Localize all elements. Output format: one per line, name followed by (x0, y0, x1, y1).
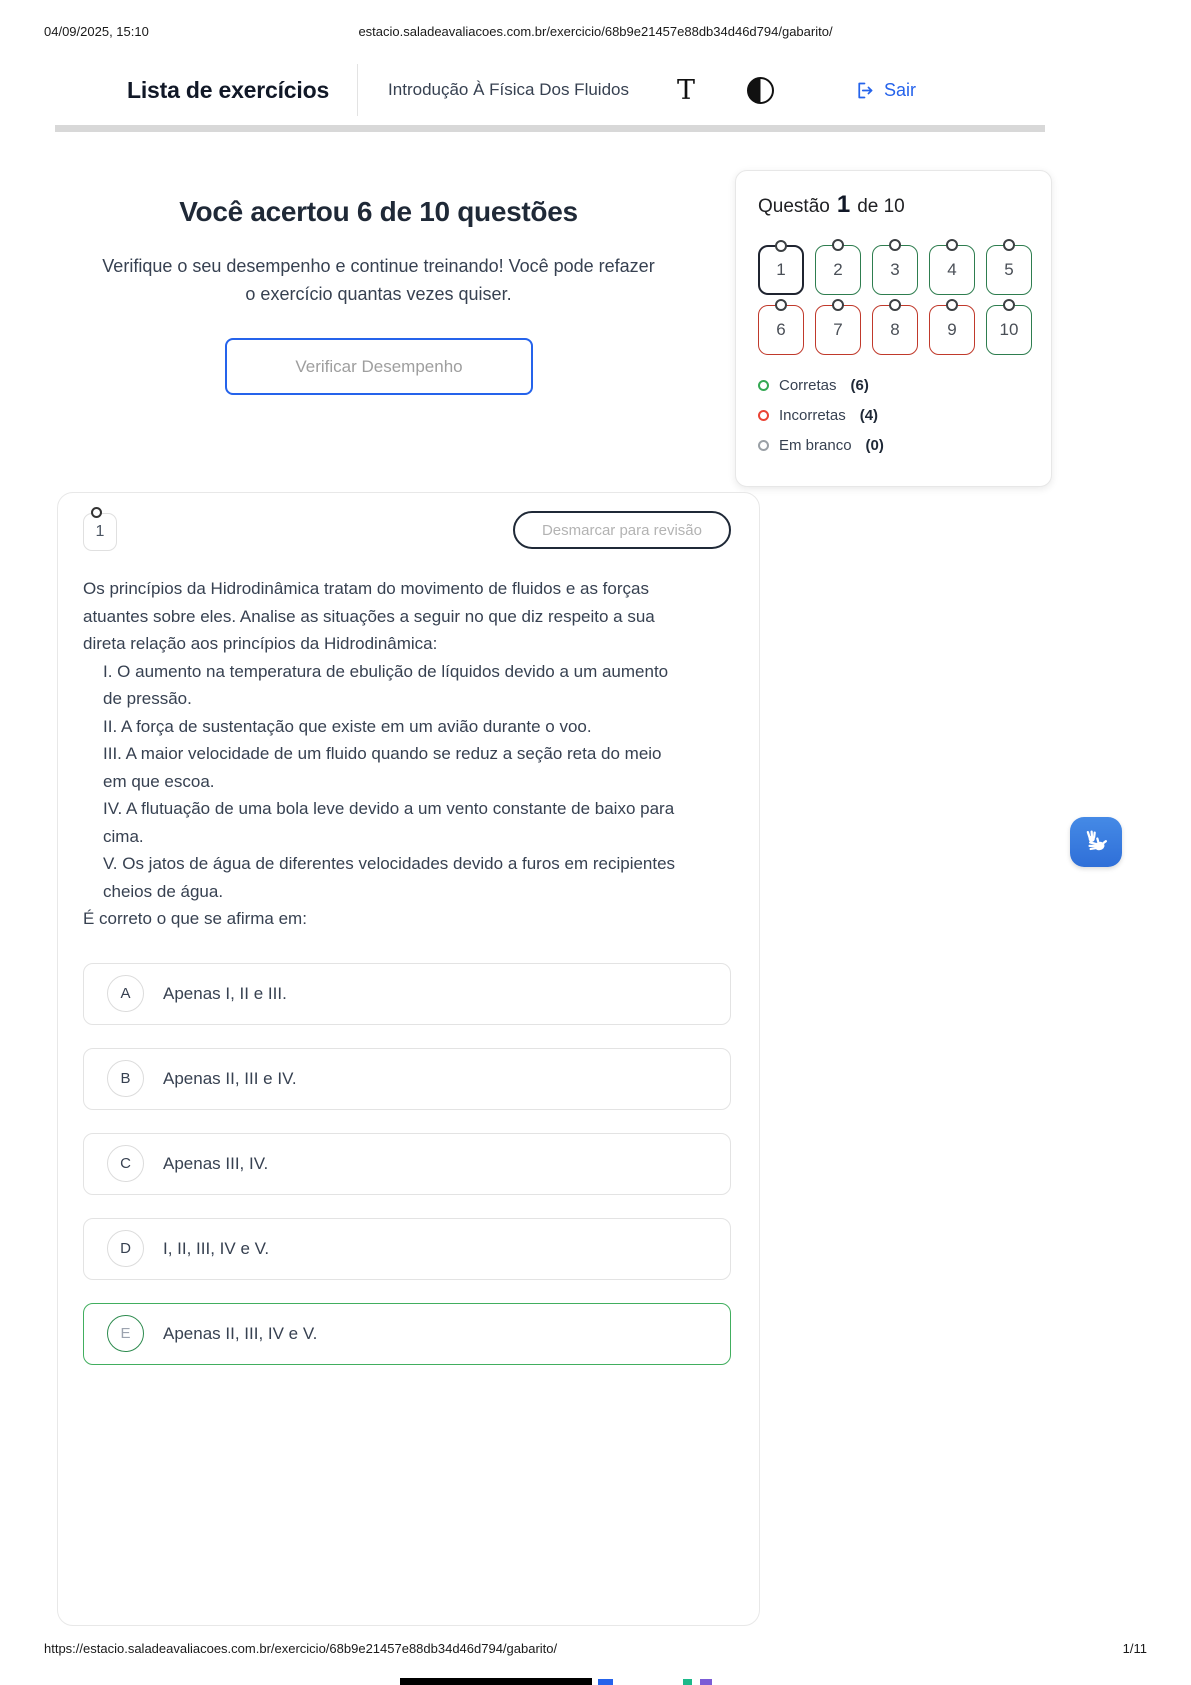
pin-icon (889, 239, 901, 251)
pin-icon (946, 239, 958, 251)
option-a[interactable] (83, 963, 731, 1025)
question-item-2: II. A força de sustentação que existe em um avião durante o voo. (103, 716, 592, 736)
cutoff-speck (683, 1679, 692, 1685)
question-nav-button-7[interactable]: 7 (815, 305, 861, 355)
logout-label: Sair (884, 79, 917, 100)
correct-dot-icon (758, 380, 769, 391)
cutoff-speck (598, 1679, 613, 1685)
question-card (57, 492, 760, 1626)
question-nav-button-8[interactable]: 8 (872, 305, 918, 355)
contrast-toggle-icon[interactable] (747, 77, 774, 104)
question-item-3: III. A maior velocidade de um fluido quando se reduz a seção reta do meio em que escoa. (103, 744, 662, 791)
option-c-letter: C (107, 1145, 144, 1182)
header-divider (357, 64, 358, 116)
option-a-letter: A (107, 975, 144, 1012)
option-d-text: I, II, III, IV e V. (163, 1238, 270, 1258)
option-b[interactable] (83, 1048, 731, 1110)
review-toggle-button[interactable]: Desmarcar para revisão (513, 511, 731, 549)
header-bottom-bar (55, 125, 1045, 132)
legend-blank: Em branco (0) (758, 437, 1031, 454)
footer-page-number: 1/11 (1122, 1641, 1147, 1656)
question-item-1: I. O aumento na temperatura de ebulição de líquidos devido a um aumento de pressão. (103, 661, 669, 709)
legend-incorrect: Incorretas (4) (758, 407, 1031, 424)
incorrect-dot-icon (758, 410, 769, 421)
question-number-badge: 1 (83, 513, 117, 551)
pin-icon (889, 299, 901, 311)
option-a-text: Apenas I, II e III. (163, 983, 287, 1003)
page-title: Lista de exercícios (127, 76, 330, 103)
hands-icon (1080, 826, 1112, 858)
blank-dot-icon (758, 440, 769, 451)
pin-icon (832, 239, 844, 251)
cutoff-content-bar (400, 1678, 592, 1685)
option-d[interactable] (83, 1218, 731, 1280)
pin-icon (946, 299, 958, 311)
question-nav-button-1[interactable]: 1 (758, 245, 804, 295)
pin-icon (1003, 239, 1015, 251)
legend (758, 377, 1031, 454)
question-nav-button-3[interactable]: 3 (872, 245, 918, 295)
question-nav-grid (758, 245, 1031, 355)
app-header (55, 55, 1045, 125)
option-e-letter: E (107, 1315, 144, 1352)
question-nav-title (758, 191, 1031, 219)
option-e-text: Apenas II, III, IV e V. (163, 1323, 318, 1343)
sign-language-accessibility-button[interactable] (1070, 817, 1122, 867)
question-nav-button-5[interactable]: 5 (986, 245, 1032, 295)
course-title: Introdução À Física Dos Fluidos (388, 80, 629, 99)
question-closing: É correto o que se afirma em: (83, 909, 307, 929)
legend-correct: Corretas (6) (758, 377, 1031, 394)
question-nav-button-2[interactable]: 2 (815, 245, 861, 295)
question-intro: Os princípios da Hidrodinâmica tratam do movimento de fluidos e as forças atuantes sobre eles. Analise as situações a seguir no que diz respeito a sua direta relação aos princípios da Hidrodinâmica: (83, 579, 655, 654)
print-url: estacio.saladeavaliacoes.com.br/exercicio/68b9e21457e88db34d46d794/gabarito/ (358, 24, 833, 39)
pin-icon (1003, 299, 1015, 311)
question-item-4: IV. A flutuação de uma bola leve devido a um vento constante de baixo para cima. (103, 799, 675, 846)
question-nav-button-6[interactable]: 6 (758, 305, 804, 355)
option-c-text: Apenas III, IV. (163, 1153, 269, 1173)
nav-title-suffix: de 10 (857, 196, 905, 217)
option-e-correct[interactable] (83, 1303, 731, 1365)
pin-icon (91, 507, 102, 518)
option-b-text: Apenas II, III e IV. (163, 1068, 297, 1088)
print-datetime: 04/09/2025, 15:10 (44, 24, 149, 39)
logout-button[interactable] (854, 80, 916, 101)
pin-icon (832, 299, 844, 311)
font-size-button[interactable]: T (677, 74, 696, 106)
nav-current-number: 1 (836, 191, 851, 218)
verify-performance-button[interactable]: Verificar Desempenho (225, 338, 533, 395)
option-b-letter: B (107, 1060, 144, 1097)
options-list (83, 963, 731, 1365)
option-d-letter: D (107, 1230, 144, 1267)
cutoff-speck (700, 1679, 712, 1685)
option-c[interactable] (83, 1133, 731, 1195)
question-nav-button-9[interactable]: 9 (929, 305, 975, 355)
question-nav-button-4[interactable]: 4 (929, 245, 975, 295)
results-subtitle: Verifique o seu desempenho e continue treinando! Você pode refazer o exercício quantas vezes quiser. (102, 256, 655, 304)
nav-title-prefix: Questão (758, 196, 830, 217)
question-nav-button-10[interactable]: 10 (986, 305, 1032, 355)
footer-url: https://estacio.saladeavaliacoes.com.br/exercicio/68b9e21457e88db34d46d794/gabarito/ (44, 1641, 558, 1656)
question-item-5: V. Os jatos de água de diferentes velocidades devido a furos em recipientes cheios de água. (103, 854, 676, 901)
results-title: Você acertou 6 de 10 questões (179, 196, 578, 227)
logout-arrow-icon (854, 80, 875, 101)
pin-icon (775, 299, 787, 311)
pin-icon (775, 240, 787, 252)
question-nav-card (735, 170, 1052, 487)
